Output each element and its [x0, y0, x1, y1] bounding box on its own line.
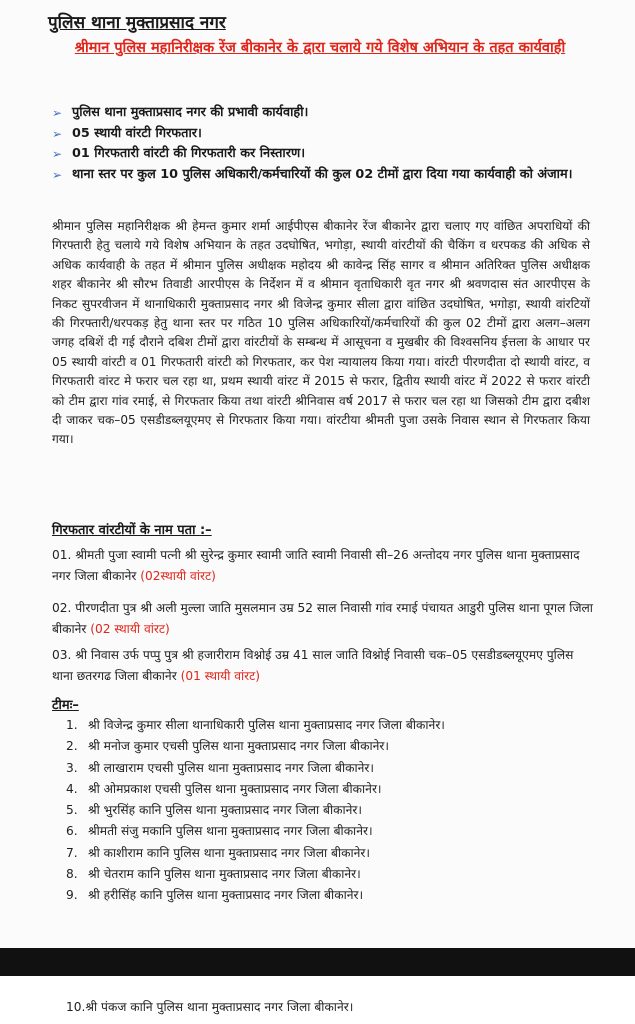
arrow-bullet-icon: ➢	[52, 147, 63, 161]
arrested-entry	[52, 545, 597, 587]
team-member-number: 2.	[66, 739, 78, 754]
team-heading: टीमः–	[52, 698, 79, 713]
highlight-item	[52, 144, 592, 165]
team-member-number: 7.	[66, 845, 78, 860]
team-member	[66, 758, 445, 779]
team-member	[66, 821, 445, 842]
arrested-entry	[52, 598, 597, 640]
arrested-entry-text: 01. श्रीमती पुजा स्वामी पत्नी श्री सुरेन्द्र कुमार स्वामी जाति स्वामी निवासी सी–26 अन्तोदय नगर पुलिस थाना मुक्ताप्रसाद नगर जिला बीकानेर	[52, 548, 580, 583]
body-paragraph: श्रीमान पुलिस महानिरीक्षक श्री हेमन्त कुमार शर्मा आईपीएस बीकानेर रेंज बीकानेर द्वारा चलाए गए वांछित अपराधियों की गिरफ्तारी हेतु चलाये गये विशेष अभियान के तहत उदघोषित, भगोड़ा, स्थायी वांरटीयों की चैकिंग व धरपकड की अधिक से अधिक कार्यवाही के तहत में श्रीमान पुलिस अधीक्षक महोदय श्री कावेन्द्र सिंह सागर व श्रीमान अतिरिक्त पुलिस अधीक्षक शहर बीकानेर श्री सौरभ तिवाडी आरपीएस के निर्देशन में व श्रीमान वृताधिकारी वृत नगर श्री श्रवणदास संत आरपीएस के निकट सुपरवीजन में थानाधिकारी मुक्ताप्रसाद नगर श्री विजेन्द्र कुमार सीला द्वारा वांछित उदघोषित, भगोड़ा, स्थायी वांरटियों की गिरफ्तारी/धरपकड़ हेतु थाना स्तर पर गठित 10 पुलिस अधिकारियों/कर्मचारियों की कुल 02 टीमों द्वारा अलग–अलग जगह दबिशें दी गई दौराने दबिश टीमों द्वारा वांरटीयों के सम्बन्ध में आसूचना व मुखबीर की विश्वसनिय ईत्तला के आधार पर 05 स्थायी वांरटी व 01 गिरफतारी वांरटी को गिरफतार, कर पेश न्यायालय किया गया। वांरटी पीरणदीता दो स्थायी वांरट, व गिरफतारी वांरट मे फरार चल रहा था, प्रथम स्थायी वांरट में 2015 से फरार, द्वितीय स्थायी वांरट में 2022 से फरार वांरटी को टीम द्वारा गांव रमाई, से गिरफतार किया तथा वांरटी श्रीनिवास वर्ष 2017 से फरार चल रहा था जिसको टीम द्वारा दबीश दी जाकर चक–05 एसडीडब्लयूएमए से गिरफतार किया गया। वांरटीया श्रीमती पुजा उसके निवास स्थान से गिरफतार किया गया।	[52, 219, 590, 447]
page-subtitle: श्रीमान पुलिस महानिरीक्षक रेंज बीकानेर के द्वारा चलाये गये विशेष अभियान के तहत कार्यवाही	[74, 40, 566, 56]
team-member	[66, 800, 445, 821]
team-list	[66, 715, 445, 907]
team-member-number: 1.	[66, 718, 78, 732]
team-member-text: श्री हरीसिंह कानि पुलिस थाना मुक्ताप्रसाद नगर जिला बीकानेर।	[88, 888, 364, 903]
team-member-text: श्री ओमप्रकाश एचसी पुलिस थाना मुक्ताप्रसाद नगर जिला बीकानेर।	[88, 781, 382, 796]
highlight-text: 01 गिरफतारी वांरटी की गिरफतारी कर निस्तारण।	[72, 146, 306, 161]
team-member-text: श्री विजेन्द्र कुमार सीला थानाधिकारी पुलिस थाना मुक्ताप्रसाद नगर जिला बीकानेर।	[88, 718, 445, 732]
team-member-text: श्री भुरसिंह कानि पुलिस थाना मुक्ताप्रसाद नगर जिला बीकानेर।	[88, 803, 363, 818]
highlight-item	[52, 103, 592, 124]
team-member-text: श्री लाखाराम एचसी पुलिस थाना मुक्ताप्रसाद नगर जिला बीकानेर।	[88, 760, 375, 775]
arrested-heading: गिरफतार वांरटीयों के नाम पता :–	[52, 523, 212, 538]
arrow-bullet-icon: ➢	[52, 106, 63, 120]
warrant-tag: (01 स्थायी वांरट)	[180, 669, 261, 683]
team-member	[66, 843, 445, 864]
arrow-bullet-icon: ➢	[52, 167, 63, 182]
team-member-text: श्री काशीराम कानि पुलिस थाना मुक्ताप्रसाद नगर जिला बीकानेर।	[88, 845, 371, 860]
team-member-text: श्री चेतराम कानि पुलिस थाना मुक्ताप्रसाद नगर जिला बीकानेर।	[88, 867, 361, 882]
team-member-number: 5.	[66, 803, 78, 818]
team-member-number: 9.	[66, 888, 78, 903]
team-member-number: 4.	[66, 781, 78, 796]
page-title: पुलिस थाना मुक्ताप्रसाद नगर	[48, 13, 226, 33]
team-member-text: श्री मनोज कुमार एचसी पुलिस थाना मुक्ताप्रसाद नगर जिला बीकानेर।	[88, 739, 389, 754]
arrested-entry-text: 02. पीरणदीता पुत्र श्री अली मुल्ला जाति मुसलमान उम्र 52 साल निवासी गांव रमाई पंचायत आडुरी पुलिस थाना पूगल जिला बीकानेर	[52, 601, 593, 636]
highlights-list	[52, 103, 592, 185]
highlight-text: थाना स्तर पर कुल 10 पुलिस अधिकारी/कर्मचारियों की कुल 02 टीमों द्वारा दिया गया कार्यवाही को अंजाम।	[72, 166, 573, 182]
warrant-tag: (02स्थायी वांरट)	[140, 569, 216, 583]
arrow-bullet-icon: ➢	[52, 126, 63, 141]
team-member-text: श्रीमती संजु मकानि पुलिस थाना मुक्ताप्रसाद नगर जिला बीकानेर।	[88, 824, 373, 839]
arrested-entry	[52, 645, 597, 687]
page-separator-bar	[0, 948, 635, 976]
team-member	[66, 779, 445, 800]
highlight-item	[52, 124, 592, 145]
team-member-number: 3.	[66, 760, 78, 775]
warrant-tag: (02 स्थायी वांरट)	[90, 622, 170, 636]
team-member	[66, 736, 445, 757]
highlight-text: 05 स्थायी वांरटी गिरफतार।	[72, 125, 202, 141]
highlight-text: पुलिस थाना मुक्ताप्रसाद नगर की प्रभावी कार्यवाही।	[72, 105, 309, 120]
team-member	[66, 864, 445, 885]
team-member	[66, 715, 445, 736]
team-member-last: 10.श्री पंकज कानि पुलिस थाना मुक्ताप्रसाद नगर जिला बीकानेर।	[66, 1000, 354, 1014]
team-member	[66, 885, 445, 906]
highlight-item	[52, 165, 592, 186]
arrested-entry-text: 03. श्री निवास उर्फ पप्पु पुत्र श्री हजारीराम विश्नोई उम्र 41 साल जाति विश्नोई निवासी चक–05 एसडीडब्लयूएमए पुलिस थाना छतरगढ जिला बीकानेर	[52, 648, 574, 683]
team-member-number: 6.	[66, 824, 78, 839]
team-member-number: 8.	[66, 867, 78, 882]
